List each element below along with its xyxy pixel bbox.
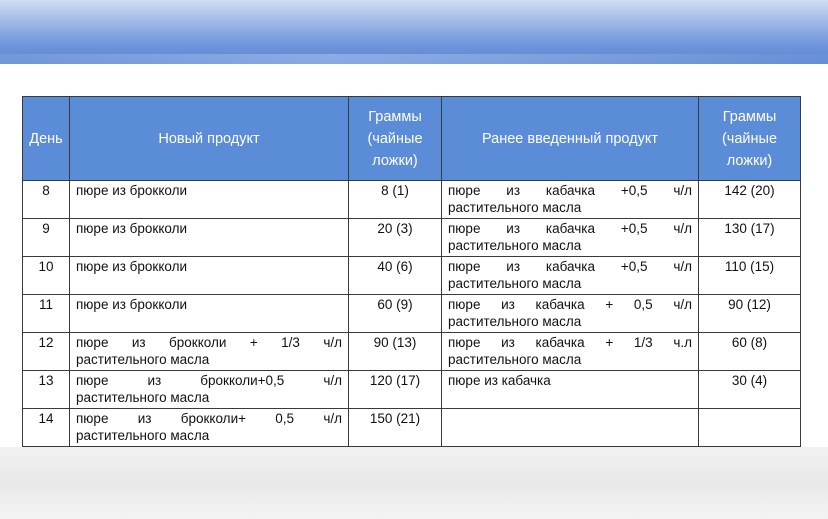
header-prev-product: Ранее введенный продукт	[442, 97, 699, 181]
cell-new-line1: пюре из брокколи+0,5 ч/л	[76, 373, 342, 388]
cell-new-product	[70, 295, 349, 333]
table-row	[23, 181, 801, 219]
cell-new-line2: растительного масла	[76, 428, 210, 443]
header-day: День	[23, 97, 70, 181]
bottom-decorative-band	[0, 447, 828, 519]
cell-prev-line1: пюре из кабачка + 0,5 ч/л	[448, 297, 692, 312]
cell-grams-new: 20 (3)	[349, 219, 442, 257]
cell-new-line2: растительного масла	[76, 390, 210, 405]
cell-prev-line2: растительного масла	[448, 352, 582, 367]
cell-grams-new: 120 (17)	[349, 371, 442, 409]
cell-new-line2: растительного масла	[76, 352, 210, 367]
cell-prev-product	[442, 219, 699, 257]
table-row	[23, 257, 801, 295]
cell-grams-new: 90 (13)	[349, 333, 442, 371]
table-row	[23, 219, 801, 257]
cell-new-product	[70, 181, 349, 219]
cell-grams-prev: 60 (8)	[699, 333, 801, 371]
cell-grams-prev: 90 (12)	[699, 295, 801, 333]
cell-new-product	[70, 219, 349, 257]
cell-prev-product	[442, 371, 699, 409]
table-row	[23, 333, 801, 371]
table-row	[23, 409, 801, 447]
cell-prev-product	[442, 333, 699, 371]
cell-new-product	[70, 333, 349, 371]
header-grams-new: Граммы (чайные ложки)	[349, 97, 442, 181]
cell-prev-product	[442, 295, 699, 333]
cell-day: 9	[23, 219, 70, 257]
table-row	[23, 295, 801, 333]
cell-new-product	[70, 371, 349, 409]
cell-prev-line2: растительного масла	[448, 200, 582, 215]
cell-grams-prev: 110 (15)	[699, 257, 801, 295]
header-grams-prev: Граммы (чайные ложки)	[699, 97, 801, 181]
cell-prev-line1: пюре из кабачка +0,5 ч/л	[448, 259, 692, 274]
header-new-product: Новый продукт	[70, 97, 349, 181]
cell-prev-line2: растительного масла	[448, 238, 582, 253]
cell-grams-new: 60 (9)	[349, 295, 442, 333]
cell-new-product	[70, 409, 349, 447]
cell-grams-prev: 142 (20)	[699, 181, 801, 219]
cell-day: 14	[23, 409, 70, 447]
cell-new-line1: пюре из брокколи+ 0,5 ч/л	[76, 411, 342, 426]
cell-day: 11	[23, 295, 70, 333]
cell-grams-prev: 130 (17)	[699, 219, 801, 257]
cell-grams-prev: 30 (4)	[699, 371, 801, 409]
cell-prev-product	[442, 409, 699, 447]
feeding-schedule-table	[22, 96, 801, 447]
table-header-row	[23, 97, 801, 181]
cell-prev-product	[442, 181, 699, 219]
cell-day: 13	[23, 371, 70, 409]
cell-grams-new: 150 (21)	[349, 409, 442, 447]
cell-prev-line1: пюре из кабачка +0,5 ч/л	[448, 221, 692, 236]
cell-prev-line2: растительного масла	[448, 314, 582, 329]
cell-new-line1: пюре из брокколи	[76, 259, 188, 274]
cell-prev-line1: пюре из кабачка	[448, 373, 551, 388]
top-decorative-band	[0, 0, 828, 64]
cell-prev-line1: пюре из кабачка + 1/3 ч.л	[448, 335, 692, 350]
table-row	[23, 371, 801, 409]
cell-day: 10	[23, 257, 70, 295]
cell-grams-prev	[699, 409, 801, 447]
cell-grams-new: 40 (6)	[349, 257, 442, 295]
cell-new-line1: пюре из брокколи	[76, 183, 188, 198]
cell-new-line1: пюре из брокколи	[76, 221, 188, 236]
cell-new-line1: пюре из брокколи + 1/3 ч/л	[76, 335, 342, 350]
cell-day: 12	[23, 333, 70, 371]
cell-prev-line1: пюре из кабачка +0,5 ч/л	[448, 183, 692, 198]
cell-prev-line2: растительного масла	[448, 276, 582, 291]
cell-grams-new: 8 (1)	[349, 181, 442, 219]
cell-day: 8	[23, 181, 70, 219]
cell-new-line1: пюре из брокколи	[76, 297, 188, 312]
cell-new-product	[70, 257, 349, 295]
cell-prev-product	[442, 257, 699, 295]
